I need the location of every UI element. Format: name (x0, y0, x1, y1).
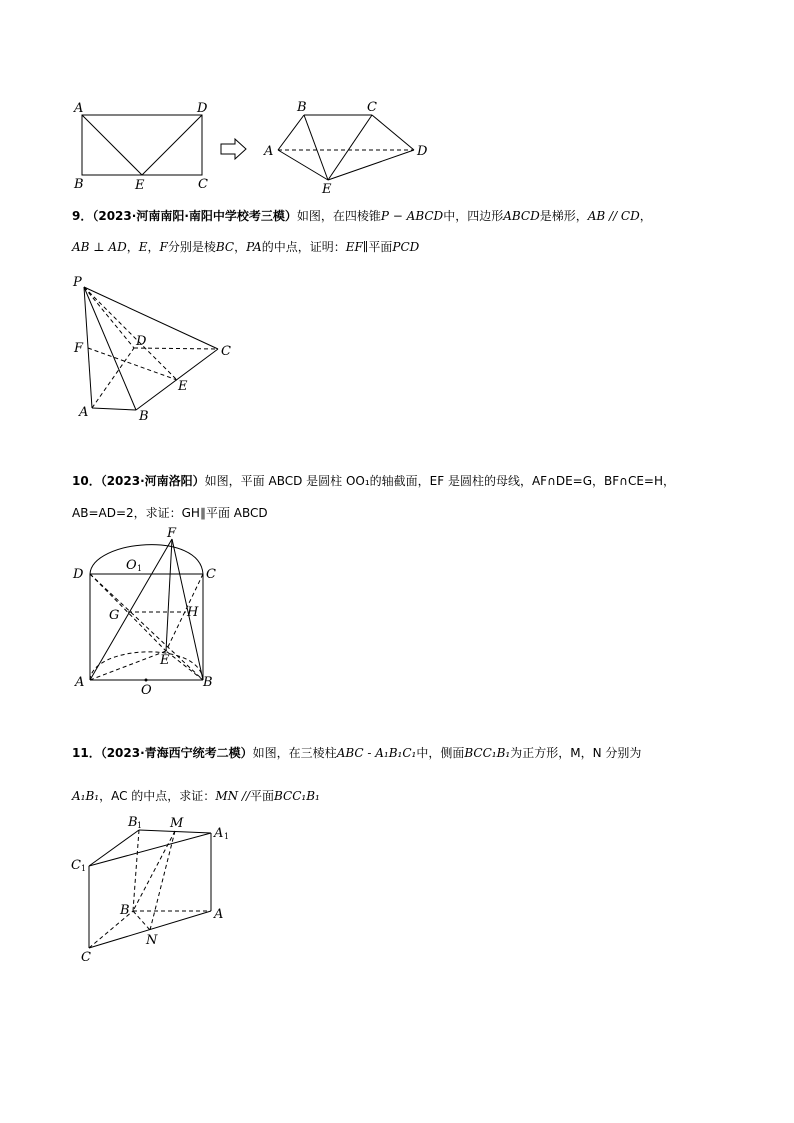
q11-text: 中，侧面 (416, 746, 465, 760)
label-d: D (73, 567, 84, 582)
label-d: D (136, 334, 147, 349)
q11-text: ，AC 的中点，求证： (99, 789, 216, 803)
question-11-number: 11． (72, 746, 101, 760)
q9-math: F (159, 240, 168, 254)
edge-ad-hidden (92, 348, 134, 408)
label-c1: C (71, 858, 81, 873)
label-h: H (187, 605, 199, 620)
q9-text: 平面 (368, 240, 393, 254)
q11-math: ABC - A₁B₁C₁ (336, 746, 417, 760)
label-g: G (109, 608, 120, 623)
label-e: E (135, 178, 145, 193)
label-c1-sub: 1 (81, 864, 87, 873)
label-e2: E (322, 182, 332, 197)
label-o: O (141, 683, 152, 698)
question-9-source: （2023·河南南阳·南阳中学校考三模） (92, 209, 297, 223)
q11-math: MN // (215, 789, 250, 803)
question-9-number: 9． (72, 209, 93, 223)
q10-text: 如图，平面 ABCD 是圆柱 OO₁的轴截面，EF 是圆柱的母线，AF∩DE=G，BF∩CE=H， (204, 474, 675, 488)
edge-b1b-hidden (133, 830, 139, 911)
q11-math: A₁B₁ (72, 789, 100, 803)
question-9-line-1 (72, 209, 652, 223)
segment-dc-diag-hidden (90, 574, 203, 680)
folded-de (328, 150, 414, 180)
label-e: E (178, 379, 188, 394)
top-arc (90, 545, 203, 574)
q9-math: ABCD (503, 209, 540, 223)
q9-math: E (138, 240, 148, 254)
question-11-line-2 (72, 789, 320, 803)
label-p: P (73, 275, 82, 290)
segment-mb-hidden (133, 831, 175, 911)
q9-math: EF∥ (345, 240, 369, 254)
label-f: F (167, 526, 177, 541)
q9-math: P − ABCD (380, 209, 444, 223)
segment-pe-hidden (84, 287, 177, 380)
label-f: F (74, 341, 84, 356)
label-m: M (170, 816, 184, 831)
label-a1: A (214, 826, 224, 841)
q9-math: AB ⊥ AD (72, 240, 127, 254)
q9-text: ， (639, 209, 652, 223)
q9-math: PCD (392, 240, 420, 254)
segment-fe-hidden (88, 348, 177, 380)
folded-ce (328, 115, 372, 180)
label-b: B (120, 903, 130, 918)
q9-text: ， (147, 240, 160, 254)
label-o1: O (126, 558, 137, 573)
question-10-source: （2023·河南洛阳） (100, 474, 205, 488)
label-b1-sub: 1 (137, 821, 143, 830)
label-a: A (214, 907, 224, 922)
q9-text: 如图，在四棱锥 (296, 209, 381, 223)
label-b2: B (297, 100, 307, 115)
q9-text: ， (126, 240, 139, 254)
edge-pc (84, 287, 218, 349)
question-10-number: 10． (72, 474, 101, 488)
center-o (145, 679, 148, 682)
edge-pb (84, 287, 136, 410)
folded-cd (372, 115, 414, 150)
edge-ab (92, 408, 136, 410)
q9-math: BC (215, 240, 235, 254)
edge-dc-hidden (134, 348, 218, 349)
question-11-source: （2023·青海西宁统考二模） (100, 746, 253, 760)
edge-c1a1 (89, 833, 211, 866)
segment-bn-hidden (133, 911, 150, 930)
folded-ae (278, 150, 328, 180)
edge-pd-hidden (84, 287, 134, 348)
q10-text: AB=AD=2，求证：GH∥平面 ABCD (72, 506, 268, 520)
folded-be (304, 115, 328, 180)
label-c: C (81, 950, 91, 965)
label-b: B (139, 409, 149, 424)
cylinder-figure (60, 524, 230, 699)
edge-pa (84, 287, 92, 408)
pyramid-figure (60, 268, 250, 428)
label-o1-sub: 1 (137, 564, 143, 573)
q9-text: 是梯形， (539, 209, 588, 223)
q9-text: 中，四边形 (443, 209, 504, 223)
label-b: B (74, 177, 84, 192)
question-9-line-2 (72, 240, 419, 254)
label-b: B (203, 675, 213, 690)
segment-ae (82, 115, 142, 175)
question-11-line-1 (72, 746, 641, 760)
q11-math: BCC₁B₁ (274, 789, 320, 803)
hollow-right-arrow-icon (221, 139, 246, 159)
generatrix-ef (166, 539, 172, 651)
segment-ae-hidden (90, 651, 166, 680)
folded-ab (278, 115, 304, 150)
q11-text: 平面 (250, 789, 275, 803)
label-n: N (146, 933, 158, 948)
rectangle-abcd (82, 115, 202, 175)
q9-text: ， (234, 240, 247, 254)
label-b1: B (128, 815, 138, 830)
prism-figure (60, 810, 240, 970)
label-c: C (206, 567, 216, 582)
q11-math: BCC₁B₁ (464, 746, 511, 760)
label-c: C (198, 177, 208, 192)
question-10-line-2 (72, 506, 268, 520)
q9-text: 分别是棱 (167, 240, 216, 254)
q9-text: 的中点，证明： (261, 240, 346, 254)
label-e: E (160, 653, 170, 668)
fold-figure (60, 90, 460, 200)
q11-text: 为正方形，M，N 分别为 (510, 746, 642, 760)
bottom-arc-hidden (90, 652, 203, 680)
label-a: A (75, 675, 85, 690)
label-d: D (197, 101, 208, 116)
q9-math: AB // CD (587, 209, 640, 223)
label-a2: A (264, 144, 274, 159)
segment-de (142, 115, 202, 175)
question-10-line-1 (72, 474, 675, 488)
label-c2: C (367, 100, 377, 115)
edge-c1b1 (89, 830, 139, 866)
label-a: A (74, 101, 84, 116)
q9-math: PA (246, 240, 262, 254)
label-a: A (79, 405, 89, 420)
q11-text: 如图，在三棱柱 (252, 746, 337, 760)
label-c: C (221, 344, 231, 359)
label-a1-sub: 1 (224, 832, 230, 841)
label-d2: D (417, 144, 428, 159)
